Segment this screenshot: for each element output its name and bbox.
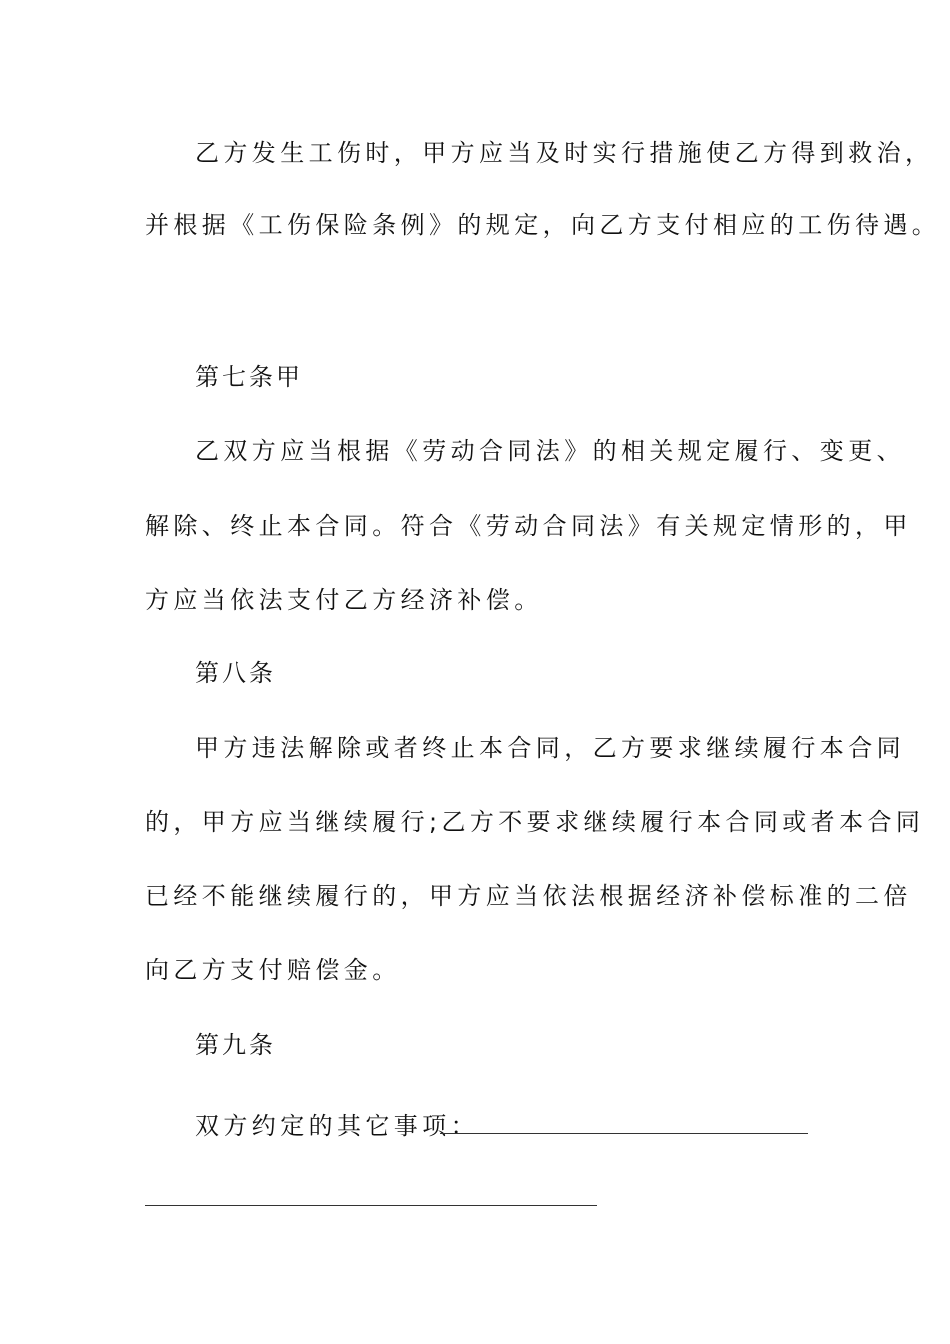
article-8-line-3: 已经不能继续履行的，甲方应当依法根据经济补偿标准的二倍: [145, 882, 912, 910]
fill-in-blank-line-2: [145, 1205, 597, 1206]
article-8-line-4: 向乙方支付赔偿金。: [145, 956, 401, 984]
article-7-line-1: 乙双方应当根据《劳动合同法》的相关规定履行、变更、: [195, 437, 905, 465]
article-9-line-1: 双方约定的其它事项：: [195, 1112, 479, 1140]
article-9-heading: 第九条: [195, 1031, 276, 1059]
article-7-heading: 第七条甲: [195, 363, 303, 391]
article-8-heading: 第八条: [195, 659, 276, 687]
article-8-line-1: 甲方违法解除或者终止本合同，乙方要求继续履行本合同: [195, 734, 905, 762]
fill-in-blank-line: [440, 1133, 808, 1134]
injury-paragraph-line-2: 并根据《工伤保险条例》的规定，向乙方支付相应的工伤待遇。: [145, 211, 941, 239]
injury-paragraph-line-1: 乙方发生工伤时，甲方应当及时实行措施使乙方得到救治，: [195, 139, 934, 167]
article-8-line-2: 的，甲方应当继续履行;乙方不要求继续履行本合同或者本合同: [145, 808, 925, 836]
article-7-line-3: 方应当依法支付乙方经济补偿。: [145, 586, 543, 614]
article-7-line-2: 解除、终止本合同。符合《劳动合同法》有关规定情形的，甲: [145, 512, 912, 540]
